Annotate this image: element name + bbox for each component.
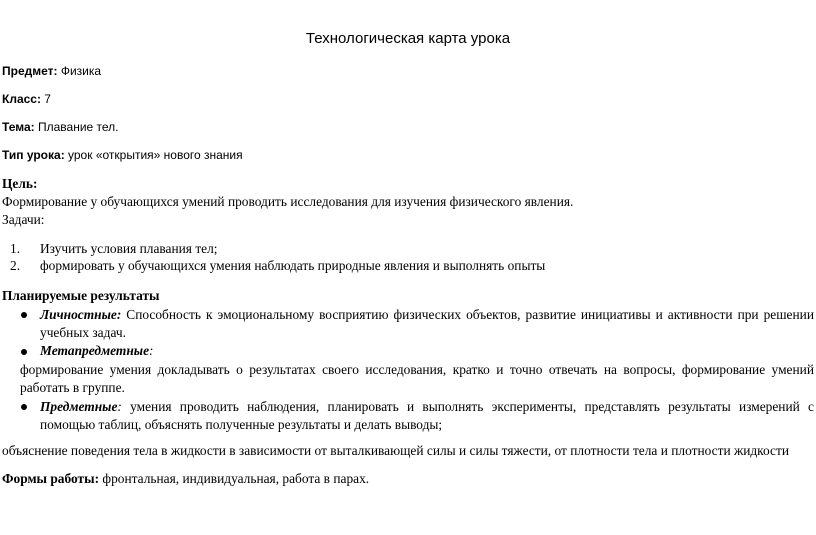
results-explanation: объяснение поведения тела в жидкости в зависимости от выталкивающей силы и силы тяжести, от плотности тела и плотности жидкости [2, 443, 789, 458]
meta-lesson-type [2, 148, 243, 162]
meta-label: Предмет: [2, 64, 58, 78]
meta-value: урок «открытия» нового знания [64, 148, 243, 162]
subject-colon: : [117, 399, 122, 414]
meta-label: Класс: [2, 92, 41, 106]
meta-results-text: формирование умения докладывать о результатах своего исследования, кратко и точно отвечать на вопросы, формирование умений работать в группе. [20, 362, 814, 395]
meta-topic [2, 120, 119, 134]
personal-results [40, 306, 814, 342]
bullet-icon [21, 312, 27, 318]
task-number: 1. [10, 241, 21, 256]
goal-heading: Цель: [2, 176, 38, 191]
meta-value: Плавание тел. [34, 120, 119, 134]
subject-results [40, 398, 814, 434]
forms-label: Формы работы: [2, 471, 100, 486]
task-text: Изучить условия плавания тел; [40, 241, 218, 256]
results-heading: Планируемые результаты [2, 288, 160, 303]
meta-results-label: Метапредметные [40, 343, 150, 358]
subject-label: Предметные [40, 399, 118, 414]
meta-results-colon: : [149, 343, 154, 358]
page-title: Технологическая карта урока [305, 30, 511, 47]
bullet-icon [21, 349, 27, 355]
meta-results-label-line [40, 343, 153, 359]
forms-text: фронтальная, индивидуальная, работа в парах. [99, 471, 370, 486]
meta-subject [2, 64, 101, 78]
meta-label: Тип урока: [2, 148, 65, 162]
subject-text: умения проводить наблюдения, планировать и выполнять эксперименты, представлять результаты измерений с помощью таблиц, объяснять полученные результаты и делать выводы; [40, 399, 814, 432]
forms-of-work [2, 471, 369, 487]
bullet-icon [21, 404, 27, 410]
meta-value: Физика [57, 64, 102, 78]
meta-value: 7 [40, 92, 51, 106]
task-number: 2. [10, 258, 21, 273]
tasks-heading: Задачи: [2, 212, 45, 227]
meta-class [2, 92, 51, 106]
task-text: формировать у обучающихся умения наблюдать природные явления и выполнять опыты [40, 258, 546, 273]
goal-text: Формирование у обучающихся умений проводить исследования для изучения физического явления. [2, 194, 574, 209]
personal-text: Способность к эмоциональному восприятию физических объектов, развитие инициативы и активности при решении учебных задач. [40, 307, 814, 340]
personal-label: Личностные: [40, 307, 122, 322]
meta-label: Тема: [2, 120, 35, 134]
